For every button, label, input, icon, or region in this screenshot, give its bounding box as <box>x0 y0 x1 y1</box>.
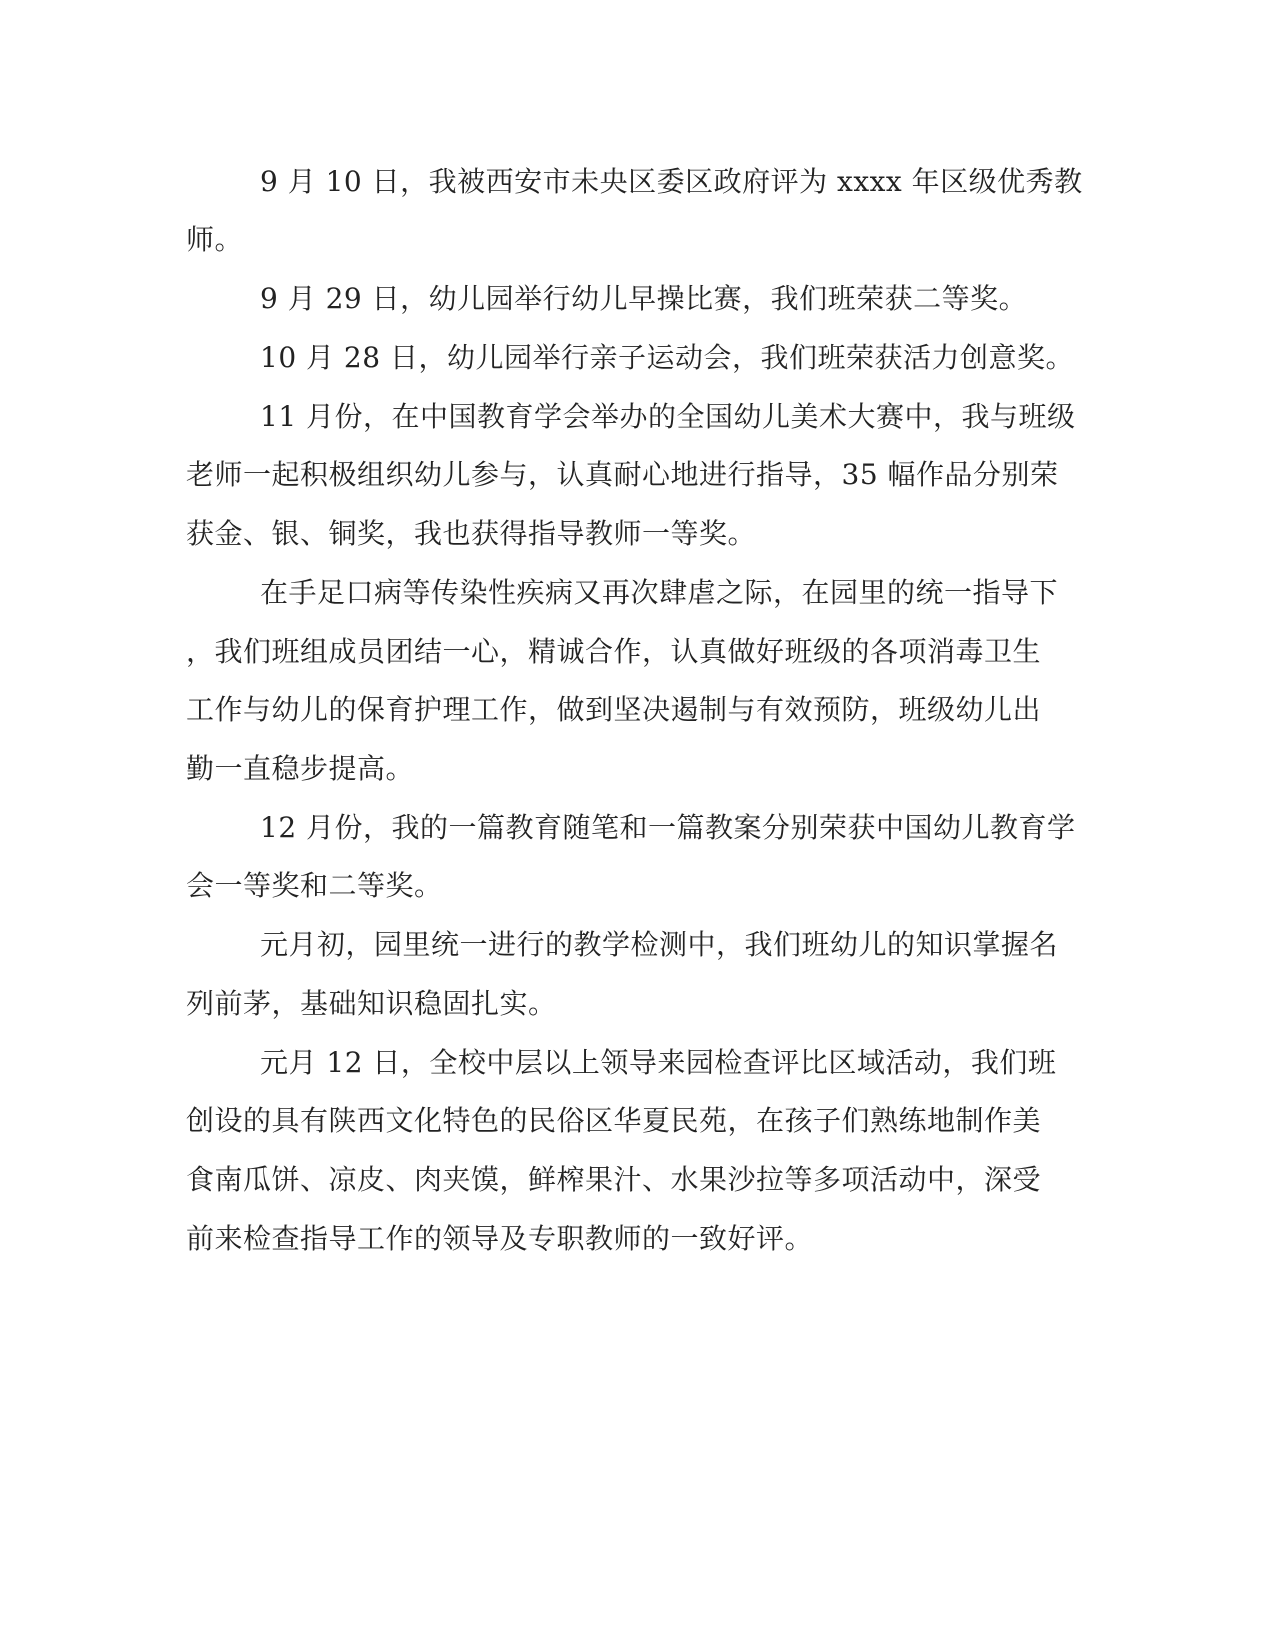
paragraph-line: 勤一直稳步提高。 <box>186 752 415 785</box>
paragraph-line: 前来检查指导工作的领导及专职教师的一致好评。 <box>186 1222 814 1255</box>
paragraph-line: ，我们班组成员团结一心，精诚合作，认真做好班级的各项消毒卫生 <box>186 635 1042 668</box>
paragraph-line: 列前茅，基础知识稳固扎实。 <box>186 987 557 1020</box>
paragraph-line: 在手足口病等传染性疾病又再次肆虐之际，在园里的统一指导下 <box>260 576 1059 609</box>
paragraph-line: 师。 <box>186 223 244 256</box>
paragraph-line: 11 月份，在中国教育学会举办的全国幼儿美术大赛中，我与班级 <box>260 400 1076 433</box>
paragraph-line: 12 月份，我的一篇教育随笔和一篇教案分别荣获中国幼儿教育学 <box>260 811 1076 844</box>
paragraph-line: 创设的具有陕西文化特色的民俗区华夏民苑，在孩子们熟练地制作美 <box>186 1104 1042 1137</box>
paragraph-line: 9 月 10 日，我被西安市未央区委区政府评为 xxxx 年区级优秀教 <box>260 165 1083 198</box>
paragraph-line: 老师一起积极组织幼儿参与，认真耐心地进行指导，35 幅作品分别荣 <box>186 458 1059 491</box>
paragraph-line: 食南瓜饼、凉皮、肉夹馍，鲜榨果汁、水果沙拉等多项活动中，深受 <box>186 1163 1042 1196</box>
paragraph-line: 10 月 28 日，幼儿园举行亲子运动会，我们班荣获活力创意奖。 <box>260 341 1074 374</box>
paragraph-line: 工作与幼儿的保育护理工作，做到坚决遏制与有效预防，班级幼儿出 <box>186 693 1042 726</box>
paragraph-line: 元月 12 日，全校中层以上领导来园检查评比区域活动，我们班 <box>260 1046 1057 1079</box>
paragraph-line: 9 月 29 日，幼儿园举行幼儿早操比赛，我们班荣获二等奖。 <box>260 282 1028 315</box>
paragraph-line: 获金、银、铜奖，我也获得指导教师一等奖。 <box>186 517 757 550</box>
paragraph-line: 元月初，园里统一进行的教学检测中，我们班幼儿的知识掌握名 <box>260 928 1059 961</box>
paragraph-line: 会一等奖和二等奖。 <box>186 869 443 902</box>
